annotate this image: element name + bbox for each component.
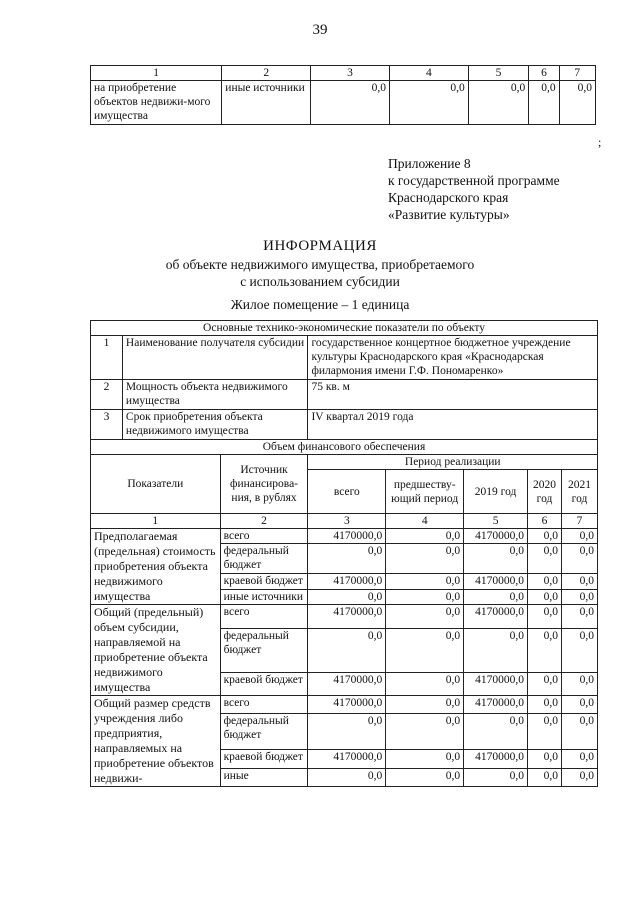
col-num-2: 2 bbox=[220, 514, 308, 529]
col-num-2: 2 bbox=[222, 66, 311, 81]
value-cell: 0,0 bbox=[386, 768, 464, 786]
source-cell: краевой бюджет bbox=[220, 574, 308, 589]
main-table bbox=[90, 320, 598, 787]
value-cell: 0,0 bbox=[311, 81, 390, 125]
col-num-7: 7 bbox=[559, 66, 595, 81]
group-indicator: Общий (предельный) объем субсидии, направляемой на приобретение объекта недвижимого имущества bbox=[91, 605, 221, 696]
header-2021: 2021 год bbox=[562, 470, 598, 514]
value-cell: 4170000,0 bbox=[464, 696, 528, 714]
col-num-4: 4 bbox=[389, 66, 468, 81]
value-cell: 4170000,0 bbox=[308, 696, 386, 714]
value-cell: 0,0 bbox=[464, 714, 528, 750]
col-num-7: 7 bbox=[562, 514, 598, 529]
value-cell: 0,0 bbox=[562, 605, 598, 629]
value-cell: 0,0 bbox=[528, 628, 562, 672]
value-cell: 0,0 bbox=[386, 714, 464, 750]
header-total: всего bbox=[308, 470, 386, 514]
row-value: IV квартал 2019 года bbox=[308, 410, 598, 440]
continuation-header-row bbox=[91, 66, 596, 81]
source-cell: федеральный бюджет bbox=[220, 628, 308, 672]
col-num-1: 1 bbox=[91, 66, 222, 81]
value-cell: 4170000,0 bbox=[464, 672, 528, 696]
row-number: 2 bbox=[91, 380, 123, 410]
value-cell: 0,0 bbox=[528, 544, 562, 574]
value-cell: 0,0 bbox=[562, 672, 598, 696]
value-cell: 0,0 bbox=[308, 589, 386, 604]
value-cell: 0,0 bbox=[386, 605, 464, 629]
value-cell: 0,0 bbox=[528, 768, 562, 786]
value-cell: 0,0 bbox=[386, 574, 464, 589]
value-cell: 4170000,0 bbox=[308, 529, 386, 544]
table-row bbox=[91, 380, 598, 410]
value-cell: 0,0 bbox=[528, 589, 562, 604]
value-cell: 0,0 bbox=[562, 696, 598, 714]
value-cell: 0,0 bbox=[386, 750, 464, 768]
document-subtitle bbox=[0, 256, 640, 290]
value-cell: 0,0 bbox=[528, 672, 562, 696]
continuation-table bbox=[90, 65, 596, 125]
value-cell: 0,0 bbox=[562, 628, 598, 672]
source-cell: всего bbox=[220, 529, 308, 544]
row-number: 1 bbox=[91, 336, 123, 380]
col-num-5: 5 bbox=[468, 66, 529, 81]
value-cell: 0,0 bbox=[528, 696, 562, 714]
source-cell: иные источники bbox=[220, 589, 308, 604]
source-cell: всего bbox=[220, 696, 308, 714]
value-cell: 4170000,0 bbox=[308, 750, 386, 768]
appendix-line: к государственной программе bbox=[388, 173, 560, 188]
value-cell: 4170000,0 bbox=[464, 605, 528, 629]
value-cell: 0,0 bbox=[562, 544, 598, 574]
col-num-6: 6 bbox=[528, 514, 562, 529]
document-title: ИНФОРМАЦИЯ bbox=[263, 238, 377, 254]
semicolon: ; bbox=[598, 135, 602, 149]
value-cell: 0,0 bbox=[562, 714, 598, 750]
value-cell: 0,0 bbox=[562, 529, 598, 544]
table-row bbox=[91, 336, 598, 380]
value-cell: 4170000,0 bbox=[308, 574, 386, 589]
appendix-block bbox=[388, 155, 560, 223]
section-title: Основные технико-экономические показатели по объекту bbox=[91, 321, 598, 336]
value-cell: 0,0 bbox=[308, 628, 386, 672]
source-cell: краевой бюджет bbox=[220, 750, 308, 768]
value-cell: 0,0 bbox=[386, 628, 464, 672]
value-cell: 0,0 bbox=[528, 714, 562, 750]
source-cell: федеральный бюджет bbox=[220, 714, 308, 750]
col-num-6: 6 bbox=[529, 66, 559, 81]
value-cell: 0,0 bbox=[308, 544, 386, 574]
row-name: Срок приобретения объекта недвижимого имущества bbox=[122, 410, 308, 440]
table-row bbox=[91, 410, 598, 440]
row-value: 75 кв. м bbox=[308, 380, 598, 410]
appendix-line: Краснодарского края bbox=[388, 190, 509, 205]
value-cell: 0,0 bbox=[386, 529, 464, 544]
value-cell: 0,0 bbox=[562, 589, 598, 604]
table-row bbox=[91, 696, 598, 714]
table-row bbox=[91, 529, 598, 544]
group-indicator: Предполагаемая (предельная) стоимость приобретения объекта недвижимого имущества bbox=[91, 529, 221, 605]
section-title: Объем финансового обеспечения bbox=[91, 440, 598, 455]
col-num-5: 5 bbox=[464, 514, 528, 529]
value-cell: 0,0 bbox=[464, 544, 528, 574]
value-cell: 0,0 bbox=[386, 544, 464, 574]
value-cell: 0,0 bbox=[562, 574, 598, 589]
col-num-1: 1 bbox=[91, 514, 221, 529]
value-cell: 0,0 bbox=[308, 714, 386, 750]
value-cell: 0,0 bbox=[386, 696, 464, 714]
value-cell: 0,0 bbox=[464, 768, 528, 786]
row-number: 3 bbox=[91, 410, 123, 440]
source-cell: федеральный бюджет bbox=[220, 544, 308, 574]
value-cell: 0,0 bbox=[464, 589, 528, 604]
value-cell: 0,0 bbox=[464, 628, 528, 672]
source-cell: краевой бюджет bbox=[220, 672, 308, 696]
header-2019: 2019 год bbox=[464, 470, 528, 514]
source-cell: иные bbox=[220, 768, 308, 786]
value-cell: 4170000,0 bbox=[308, 672, 386, 696]
value-cell: 0,0 bbox=[528, 605, 562, 629]
header-indicators: Показатели bbox=[91, 455, 221, 514]
row-name: Мощность объекта недвижимого имущества bbox=[122, 380, 308, 410]
col-num-3: 3 bbox=[311, 66, 390, 81]
value-cell: 0,0 bbox=[389, 81, 468, 125]
appendix-line: «Развитие культуры» bbox=[388, 207, 510, 222]
value-cell: 4170000,0 bbox=[308, 605, 386, 629]
value-cell: 0,0 bbox=[562, 750, 598, 768]
col-num-4: 4 bbox=[386, 514, 464, 529]
value-cell: 0,0 bbox=[386, 672, 464, 696]
appendix-line: Приложение 8 bbox=[388, 156, 471, 171]
header-2020: 2020 год bbox=[528, 470, 562, 514]
header-row bbox=[91, 455, 598, 470]
value-cell: 0,0 bbox=[528, 574, 562, 589]
table-row bbox=[91, 81, 596, 125]
row-name: Наименование получателя субсидии bbox=[122, 336, 308, 380]
value-cell: 0,0 bbox=[528, 529, 562, 544]
header-previous-period: предшеству-ющий период bbox=[386, 470, 464, 514]
group-indicator: Общий размер средств учреждения либо предприятия, направляемых на приобретение объектов недвижи- bbox=[91, 696, 221, 787]
value-cell: 0,0 bbox=[559, 81, 595, 125]
value-cell: 0,0 bbox=[468, 81, 529, 125]
value-cell: 0,0 bbox=[562, 768, 598, 786]
source-cell: всего bbox=[220, 605, 308, 629]
header-period: Период реализации bbox=[308, 455, 598, 470]
object-caption: Жилое помещение – 1 единица bbox=[230, 297, 410, 312]
value-cell: 0,0 bbox=[308, 768, 386, 786]
header-source: Источник финансирова-ния, в рублях bbox=[220, 455, 308, 514]
section-title-row bbox=[91, 440, 598, 455]
column-number-row bbox=[91, 514, 598, 529]
row-value: государственное концертное бюджетное учреждение культуры Краснодарского края «Краснодарская филармония имени Г.Ф. Пономаренко» bbox=[308, 336, 598, 380]
section-title-row bbox=[91, 321, 598, 336]
value-cell: 0,0 bbox=[386, 589, 464, 604]
page-number: 39 bbox=[312, 22, 328, 38]
value-cell: 4170000,0 bbox=[464, 529, 528, 544]
value-cell: 0,0 bbox=[529, 81, 559, 125]
value-cell: 4170000,0 bbox=[464, 750, 528, 768]
col-num-3: 3 bbox=[308, 514, 386, 529]
source-cell: иные источники bbox=[222, 81, 311, 125]
indicator-cell: на приобретение объектов недвижи-мого имущества bbox=[91, 81, 222, 125]
value-cell: 0,0 bbox=[528, 750, 562, 768]
subtitle-line: об объекте недвижимого имущества, приобретаемого bbox=[165, 257, 475, 272]
subtitle-line: с использованием субсидии bbox=[240, 274, 400, 289]
table-row bbox=[91, 605, 598, 629]
value-cell: 4170000,0 bbox=[464, 574, 528, 589]
